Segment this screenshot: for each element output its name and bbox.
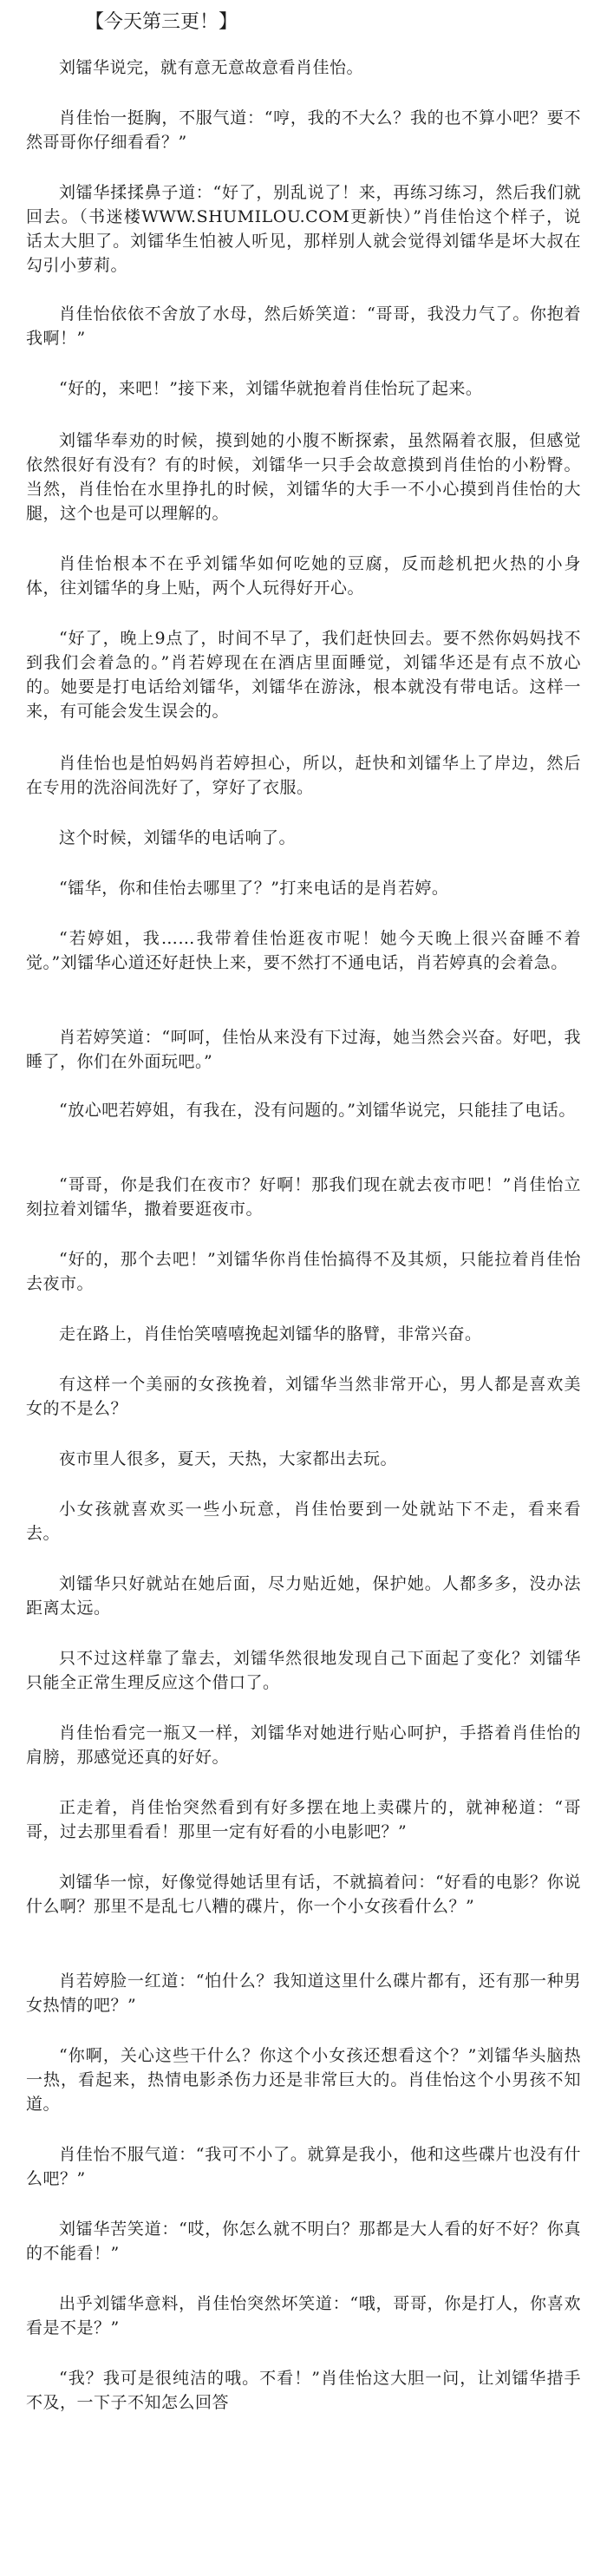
paragraph: “放心吧若婷姐，有我在，没有问题的。”刘镭华说完，只能挂了电话。 bbox=[59, 1101, 576, 1120]
paragraph: 正走着，肖佳怡突然看到有好多摆在地上卖碟片的，就神秘道：“哥哥，过去那里看看！那里一定有好看的小电影吧？” bbox=[26, 1798, 581, 1841]
paragraph: 肖佳怡也是怕妈妈肖若婷担心，所以，赶快和刘镭华上了岸边，然后在专用的洗浴间洗好了，穿好了衣服。 bbox=[26, 754, 581, 797]
paragraph: “好的，来吧！”接下来，刘镭华就抱着肖佳怡玩了起来。 bbox=[59, 379, 483, 398]
paragraph: 刘镭华一惊，好像觉得她话里有话，不就搞着问：“好看的电影？你说什么啊？那里不是乱七八糟的碟片，你一个小女孩看什么？” bbox=[26, 1873, 581, 1916]
paragraph: “我？我可是很纯洁的哦。不看！”肖佳怡这大胆一问，让刘镭华措手不及，一下子不知怎么回答 bbox=[26, 2369, 581, 2412]
paragraph: 肖若婷脸一红道：“怕什么？我知道这里什么碟片都有，还有那一种男女热情的吧？” bbox=[26, 1971, 581, 2015]
paragraph: 出乎刘镭华意料，肖佳怡突然坏笑道：“哦，哥哥，你是打人，你喜欢看是不是？” bbox=[26, 2294, 581, 2337]
paragraph: “哥哥，你是我们在夜市？好啊！那我们现在就去夜市吧！”肖佳怡立刻拉着刘镭华，撒着要逛夜市。 bbox=[26, 1175, 581, 1219]
paragraph: “好的，那个去吧！”刘镭华你肖佳怡搞得不及其烦，只能拉着肖佳怡去夜市。 bbox=[26, 1250, 581, 1293]
chapter-title: 【今天第三更！】 bbox=[85, 11, 238, 33]
paragraph: “若婷姐，我……我带着佳怡逛夜市呢！她今天晚上很兴奋睡不着觉。”刘镭华心道还好赶快上来，要不然打不通电话，肖若婷真的会着急。 bbox=[26, 929, 581, 972]
paragraph: “镭华，你和佳怡去哪里了？”打来电话的是肖若婷。 bbox=[59, 879, 449, 898]
paragraph: 这个时候，刘镭华的电话响了。 bbox=[59, 828, 297, 847]
paragraph: 刘镭华说完，就有意无意故意看肖佳怡。 bbox=[59, 58, 364, 77]
paragraph: “好了，晚上9点了，时间不早了，我们赶快回去。要不然你妈妈找不到我们会着急的。”肖若婷现在在酒店里面睡觉，刘镭华还是有点不放心的。她要是打电话给刘镭华，刘镭华在游泳，根本就没有带电话。这样一来，有可能会发生误会的。 bbox=[26, 629, 581, 721]
paragraph: 只不过这样靠了靠去，刘镭华然很地发现自己下面起了变化？刘镭华只能全正常生理反应这个借口了。 bbox=[26, 1649, 581, 1692]
paragraph: 刘镭华奉劝的时候，摸到她的小腹不断探索，虽然隔着衣服，但感觉依然很好有没有？有的时候，刘镭华一只手会故意摸到肖佳怡的小粉臀。当然，肖佳怡在水里挣扎的时候，刘镭华的大手一不小心摸到肖佳怡的大腿，这个也是可以理解的。 bbox=[26, 431, 581, 523]
paragraph: 夜市里人很多，夏天，天热，大家都出去玩。 bbox=[59, 1449, 398, 1468]
paragraph: 肖佳怡不服气道：“我可不小了。就算是我小，他和这些碟片也没有什么吧？” bbox=[26, 2145, 581, 2188]
paragraph: 走在路上，肖佳怡笑嘻嘻挽起刘镭华的胳臂，非常兴奋。 bbox=[59, 1324, 482, 1344]
paragraph: 刘镭华揉揉鼻子道：“好了，别乱说了！来，再练习练习，然后我们就回去。（书迷楼WWW.SHUMILOU.COM更新快）”肖佳怡这个样子，说话太大胆了。刘镭华生怕被人听见，那样别人就会觉得刘镭华是坏大叔在勾引小萝莉。 bbox=[26, 183, 581, 275]
paragraph: 肖佳怡依依不舍放了水母，然后娇笑道：“哥哥，我没力气了。你抱着我啊！” bbox=[26, 304, 581, 348]
paragraph: 小女孩就喜欢买一些小玩意，肖佳怡要到一处就站下不走，看来看去。 bbox=[26, 1500, 581, 1543]
paragraph: 有这样一个美丽的女孩挽着，刘镭华当然非常开心，男人都是喜欢美女的不是么？ bbox=[26, 1375, 581, 1418]
paragraph: 肖若婷笑道：“呵呵，佳怡从来没有下过海，她当然会兴奋。好吧，我睡了，你们在外面玩吧。” bbox=[26, 1028, 581, 1071]
paragraph: 肖佳怡看完一瓶又一样，刘镭华对她进行贴心呵护，手搭着肖佳怡的肩膀，那感觉还真的好好。 bbox=[26, 1723, 581, 1767]
paragraph: 刘镭华苦笑道：“哎，你怎么就不明白？那都是大人看的好不好？你真的不能看！” bbox=[26, 2220, 581, 2263]
paragraph: “你啊，关心这些干什么？你这个小女孩还想看这个？”刘镭华头脑热一热，看起来，热情电影杀伤力还是非常巨大的。肖佳怡这个小男孩不知道。 bbox=[26, 2046, 581, 2114]
paragraph: 刘镭华只好就站在她后面，尽力贴近她，保护她。人都多多，没办法距离太远。 bbox=[26, 1574, 581, 1618]
paragraph: 肖佳怡根本不在乎刘镭华如何吃她的豆腐，反而趁机把火热的小身体，往刘镭华的身上贴，两个人玩得好开心。 bbox=[26, 554, 581, 598]
paragraph: 肖佳怡一挺胸，不服气道：“哼，我的不大么？我的也不算小吧？要不然哥哥你仔细看看？” bbox=[26, 108, 581, 152]
